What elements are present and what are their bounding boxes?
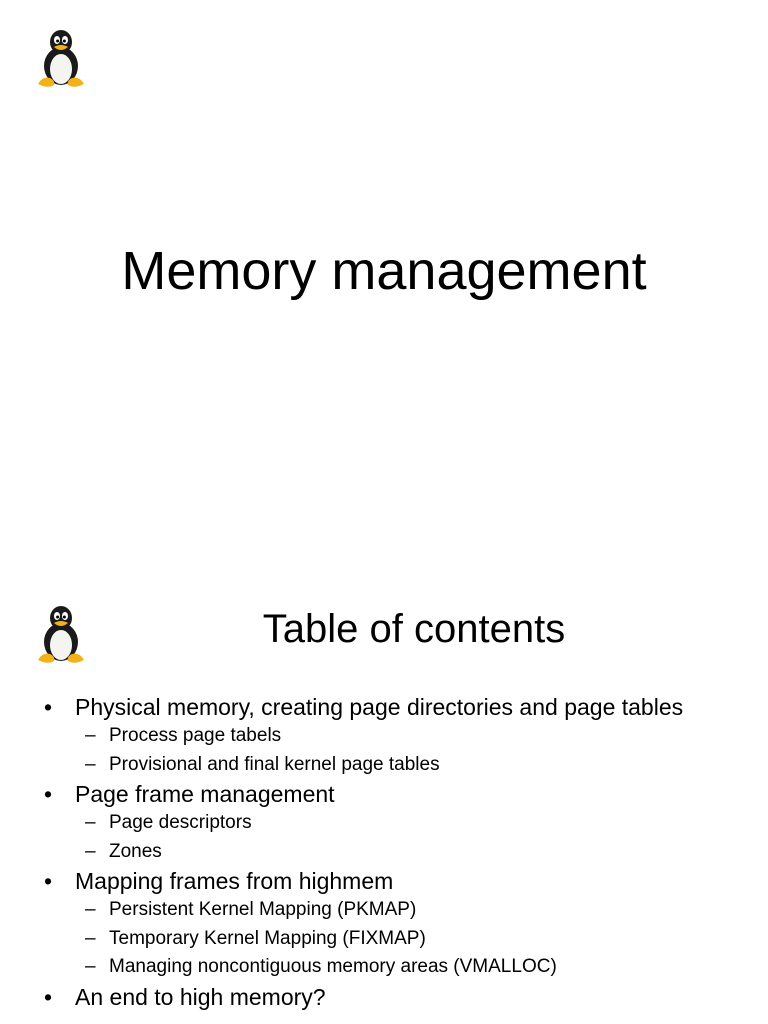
dash: –	[85, 899, 96, 920]
dash: –	[85, 812, 96, 833]
toc-subitem	[75, 896, 754, 925]
toc-item-page-frame-management	[44, 779, 754, 866]
toc-sublist	[75, 722, 754, 779]
page-title: Memory management	[121, 241, 647, 301]
dash: –	[85, 840, 96, 862]
bullet: •	[44, 868, 53, 894]
toc-subitem	[75, 953, 754, 982]
bullet: •	[44, 694, 53, 720]
tux-penguin-icon	[34, 28, 88, 90]
toc-subitem-label: Temporary Kernel Mapping (FIXMAP)	[109, 927, 426, 949]
toc-subitem	[75, 925, 754, 954]
toc-list	[44, 692, 754, 1012]
toc-subitem-label: Process page tabels	[109, 725, 282, 746]
toc-sublist	[75, 809, 754, 866]
dash: –	[85, 753, 96, 775]
toc-item-physical-memory	[44, 692, 754, 779]
dash: –	[85, 725, 96, 746]
toc-subitem	[75, 809, 754, 838]
toc-subitem-label: Managing noncontiguous memory areas (VMALLOC)	[109, 956, 557, 977]
bullet: •	[44, 983, 53, 1010]
dash: –	[85, 927, 96, 949]
toc-subitem-label: Persistent Kernel Mapping (PKMAP)	[109, 899, 417, 920]
toc-item-label: An end to high memory?	[75, 983, 326, 1010]
toc-item-end-to-high-memory	[44, 982, 754, 1012]
toc-item-label: Physical memory, creating page directories and page tables	[75, 694, 684, 720]
toc-subitem-label: Zones	[109, 840, 162, 862]
bullet: •	[44, 781, 53, 807]
toc-item-label: Mapping frames from highmem	[75, 868, 394, 894]
toc-item-label: Page frame management	[75, 781, 335, 807]
tux-penguin-icon	[34, 604, 88, 666]
toc-sublist	[75, 896, 754, 982]
toc-subitem-label: Provisional and final kernel page tables	[109, 753, 440, 775]
toc-subitem-label: Page descriptors	[109, 812, 252, 833]
toc-subitem	[75, 751, 754, 780]
toc-subitem	[75, 722, 754, 751]
toc-title: Table of contents	[262, 607, 566, 651]
dash: –	[85, 956, 96, 977]
toc-subitem	[75, 838, 754, 867]
toc-slide	[0, 576, 768, 1024]
toc-item-mapping-frames	[44, 866, 754, 982]
